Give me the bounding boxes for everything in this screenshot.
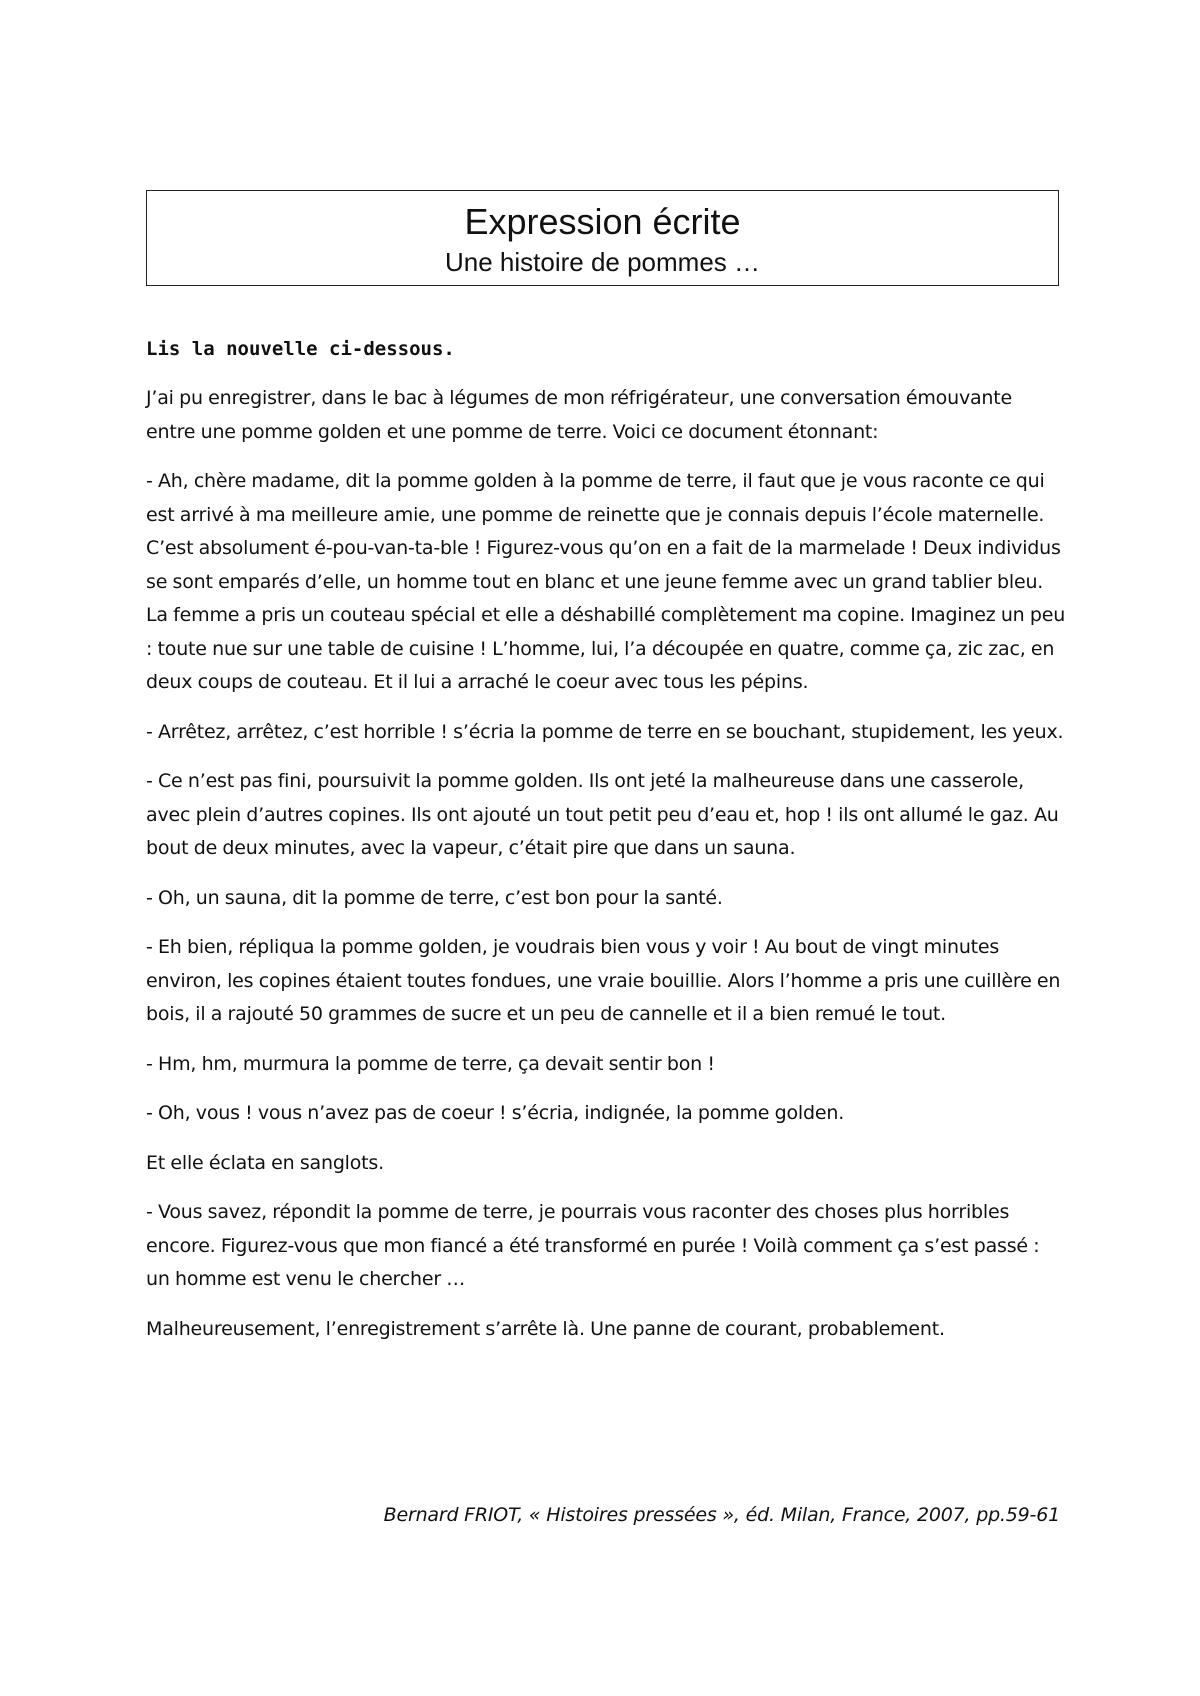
- story-paragraph-ending: Malheureusement, l’enregistrement s’arrête là. Une panne de courant, probablement.: [146, 1317, 945, 1340]
- document-body: [146, 336, 1066, 1362]
- story-paragraph-intro: J’ai pu enregistrer, dans le bac à légumes de mon réfrigérateur, une conversation émouvante entre une pomme golden et une pomme de terre. Voici ce document étonnant:: [146, 387, 1013, 443]
- instruction-text: Lis la nouvelle ci-dessous.: [146, 338, 455, 360]
- page-subtitle: Une histoire de pommes …: [444, 247, 761, 277]
- story-paragraph: - Ah, chère madame, dit la pomme golden à la pomme de terre, il faut que je vous raconte ce qui est arrivé à ma meilleure amie, une pomme de reinette que je connais depuis l’école maternelle. C’est absolument é-pou-van-ta-ble ! Figurez-vous qu’on en a fait de la marmelade ! Deux individus se sont emparés d’elle, un homme tout en blanc et une jeune femme avec un grand tablier bleu. La femme a pris un couteau spécial et elle a déshabillé complètement ma copine. Imaginez un peu : toute nue sur une table de cuisine ! L’homme, lui, l’a découpée en quatre, comme ça, zic zac, en deux coups de couteau. Et il lui a arraché le coeur avec tous les pépins.: [146, 470, 1066, 693]
- story-paragraph: - Oh, un sauna, dit la pomme de terre, c’est bon pour la santé.: [146, 886, 723, 909]
- story-paragraph: - Hm, hm, murmura la pomme de terre, ça devait sentir bon !: [146, 1052, 715, 1075]
- story-paragraph: - Arrêtez, arrêtez, c’est horrible ! s’écria la pomme de terre en se bouchant, stupidement, les yeux.: [146, 720, 1064, 743]
- source-citation: Bernard FRIOT, « Histoires pressées », éd. Milan, France, 2007, pp.59-61: [383, 1504, 1060, 1526]
- title-box: [146, 190, 1059, 286]
- story-paragraph: - Vous savez, répondit la pomme de terre, je pourrais vous raconter des choses plus horribles encore. Figurez-vous que mon fiancé a été transformé en purée ! Voilà comment ça s’est passé : un homme est venu le chercher …: [146, 1201, 1040, 1290]
- story-paragraph: - Oh, vous ! vous n’avez pas de coeur ! s’écria, indignée, la pomme golden.: [146, 1102, 845, 1124]
- story-paragraph: - Eh bien, répliqua la pomme golden, je voudrais bien vous y voir ! Au bout de vingt minutes environ, les copines étaient toutes fondues, une vraie bouillie. Alors l’homme a pris une cuillère en bois, il a rajouté 50 grammes de sucre et un peu de cannelle et il a bien remué le tout.: [146, 936, 1061, 1025]
- page-title: Expression écrite: [464, 201, 741, 242]
- story-paragraph: Et elle éclata en sanglots.: [146, 1151, 384, 1174]
- story-paragraph: - Ce n’est pas fini, poursuivit la pomme golden. Ils ont jeté la malheureuse dans une casserole, avec plein d’autres copines. Ils ont ajouté un tout petit peu d’eau et, hop ! ils ont allumé le gaz. Au bout de deux minutes, avec la vapeur, c’était pire que dans un sauna.: [146, 770, 1059, 859]
